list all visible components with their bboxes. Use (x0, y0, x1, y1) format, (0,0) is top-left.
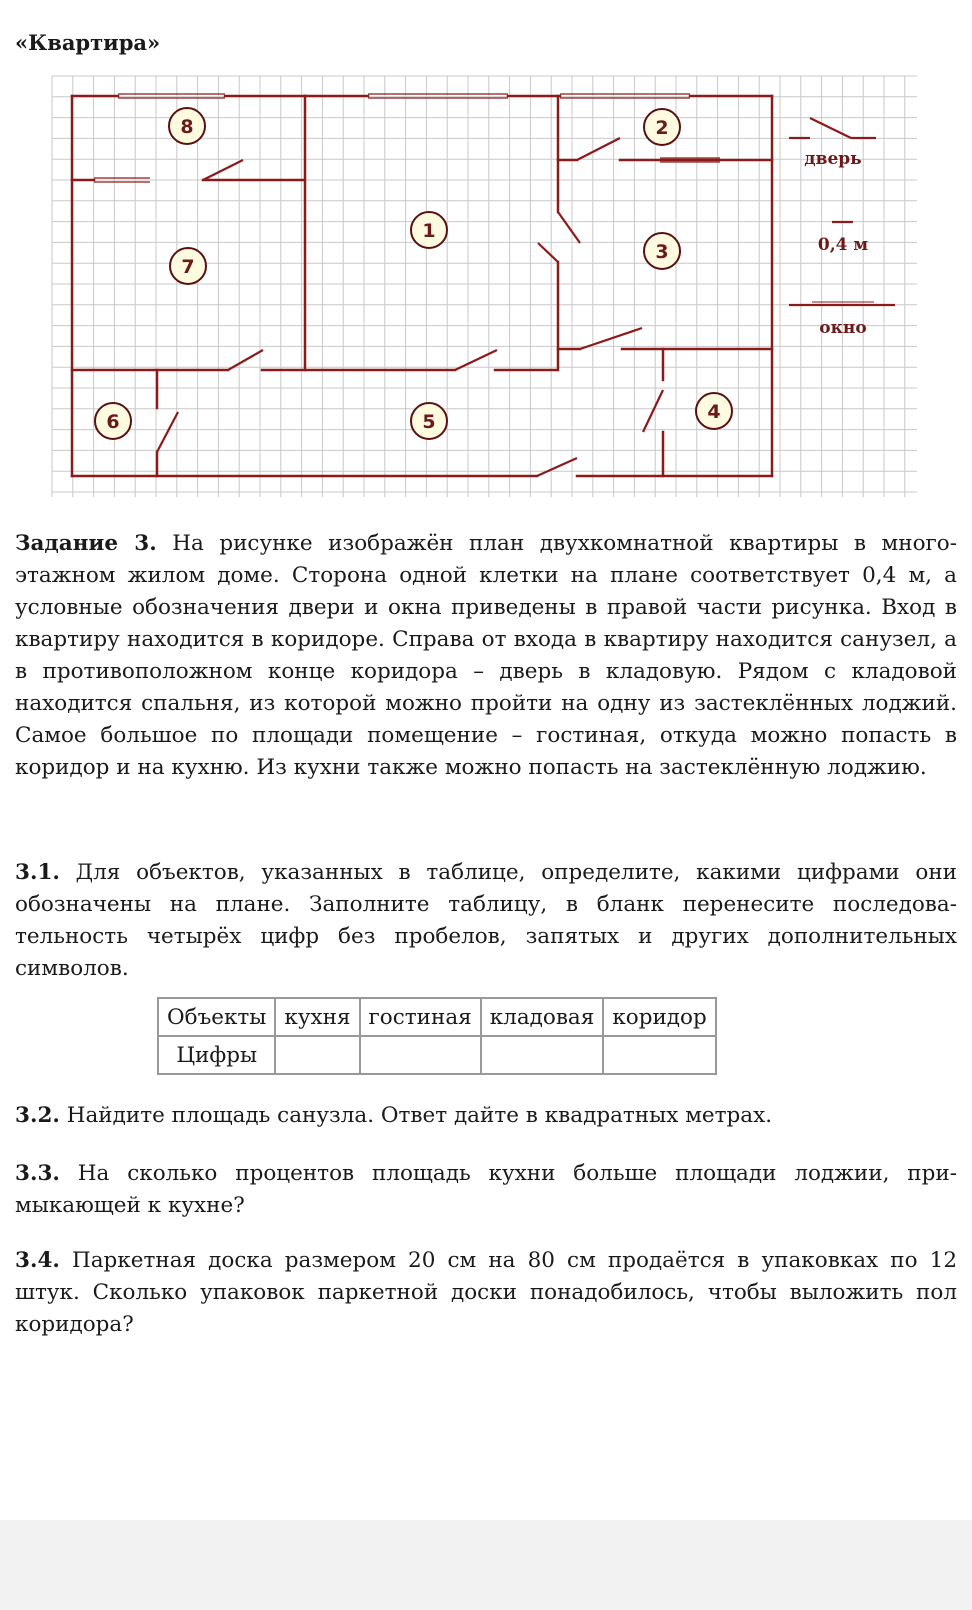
table-row (158, 1036, 716, 1074)
task-3-body: На рисунке изображён план двухкомнатной квартиры в многоэтажном жилом доме. Сторона одной клетки на плане соответствует 0,4 м, а условные обозначения двери и окна приведены в правой части рисунка. Вход в квартиру находится в коридоре. Справа от входа в квартиру находится санузел, а в противоположном конце коридора – дверь в кладовую. Рядом с кладовой находится спальня, из которой можно пройти на одну из застеклённых лоджий. Самое большое по площади помещение – гостиная, откуда можно попасть в коридор и на кухню. Из кухни также можно попасть на застеклённую лоджию. (15, 531, 957, 780)
room-number: 6 (106, 411, 120, 433)
room-number: 5 (422, 411, 436, 433)
question-3-1-body: Для объектов, указанных в таблице, определите, какими цифрами они обозначены на плане. Заполните таблицу, в бланк перенесите последовательность четырёх цифр без пробелов, запятых и других дополнительных символов. (15, 860, 957, 981)
room-number: 3 (655, 241, 669, 263)
table-header-cell: кухня (275, 998, 359, 1036)
room-number: 1 (422, 220, 436, 242)
footer-area (0, 1520, 972, 1610)
question-3-2 (15, 1100, 957, 1132)
question-3-1 (15, 857, 957, 985)
plan-doors (157, 138, 663, 476)
answer-cell-kitchen[interactable] (275, 1036, 359, 1074)
room-number: 7 (181, 256, 195, 278)
floor-plan (0, 0, 972, 520)
question-3-3 (15, 1158, 957, 1222)
table-header-cell: коридор (603, 998, 715, 1036)
room-marker (169, 108, 205, 144)
task-3-label: Задание 3. (15, 531, 157, 556)
room-marker (696, 393, 732, 429)
room-number: 4 (707, 401, 721, 423)
question-3-4-body: Паркетная доска размером 20 см на 80 см продаётся в упаковках по 12 штук. Сколько упаковок паркетной доски понадобилось, чтобы выложить пол коридора? (15, 1248, 957, 1337)
room-marker (411, 403, 447, 439)
table-header-cell: гостиная (360, 998, 481, 1036)
table-header-cell: кладовая (481, 998, 604, 1036)
question-3-3-body: На сколько процентов площадь кухни больше площади лоджии, примыкающей к кухне? (15, 1161, 957, 1218)
table-row (158, 998, 716, 1036)
task-3-text (15, 528, 957, 784)
table-row-label: Цифры (158, 1036, 275, 1074)
table-header-cell: Объекты (158, 998, 275, 1036)
answer-cell-living-room[interactable] (360, 1036, 481, 1074)
legend-door: дверь (804, 149, 862, 169)
answer-cell-storage[interactable] (481, 1036, 604, 1074)
answer-cell-corridor[interactable] (603, 1036, 715, 1074)
room-marker (644, 233, 680, 269)
room-number: 8 (180, 116, 194, 138)
room-number: 2 (655, 117, 669, 139)
page-title: «Квартира» (15, 30, 161, 55)
room-marker (644, 109, 680, 145)
question-3-4-label: 3.4. (15, 1248, 60, 1273)
question-3-2-label: 3.2. (15, 1103, 60, 1128)
question-3-3-label: 3.3. (15, 1161, 60, 1186)
room-marker (170, 248, 206, 284)
answer-table (157, 997, 717, 1075)
legend-scale: 0,4 м (817, 235, 869, 255)
question-3-4 (15, 1245, 957, 1341)
question-3-1-label: 3.1. (15, 860, 60, 885)
room-marker (411, 212, 447, 248)
legend-window: окно (819, 318, 867, 338)
question-3-2-body: Найдите площадь санузла. Ответ дайте в квадратных метрах. (59, 1103, 773, 1128)
room-marker (95, 403, 131, 439)
room-markers (95, 108, 732, 439)
